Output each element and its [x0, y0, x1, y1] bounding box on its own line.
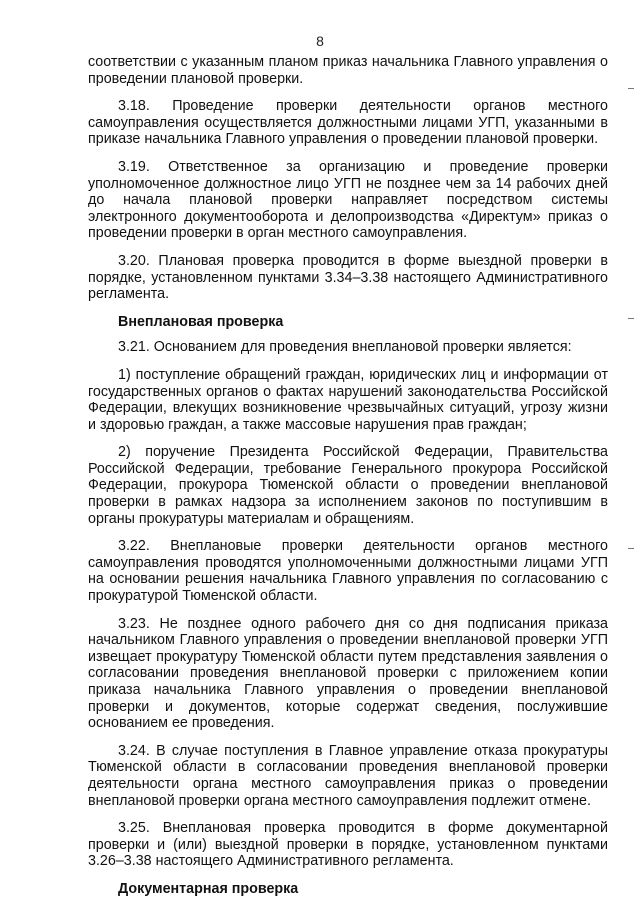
- paragraph-3-23: 3.23. Не позднее одного рабочего дня со дня подписания приказа начальником Главного управления о проведении внеплановой проверки УГП извещает прокуратуру Тюменской области путем представления заявления о согласовании проведения внеплановой проверки с приложением копии приказа начальника Главного управления о проведении внеплановой проверки и документов, которые содержат сведения, послужившие основанием ее проведения.: [88, 615, 608, 732]
- scan-mark: [628, 318, 634, 319]
- scan-mark: [628, 548, 634, 549]
- list-item-2: 2) поручение Президента Российской Федерации, Правительства Российской Федерации, требование Генерального прокурора Российской Федерации, прокурора Тюменской области о проведении внеплановой проверки в рамках надзора за исполнением законов по поступившим в органы прокуратуры материалам и обращениям.: [88, 444, 608, 527]
- list-item-1: 1) поступление обращений граждан, юридических лиц и информации от государственных органов о фактах нарушений законодательства Российской Федерации, влекущих возникновение чрезвычайных ситуаций, угрозу жизни и здоровью граждан, а также массовые нарушения прав граждан;: [88, 366, 608, 433]
- scan-mark: [628, 88, 634, 89]
- paragraph-3-18: 3.18. Проведение проверки деятельности органов местного самоуправления осуществляется должностными лицами УГП, указанными в приказе начальника Главного управления о проведении плановой проверки.: [88, 98, 608, 148]
- paragraph-3-25: 3.25. Внеплановая проверка проводится в форме документарной проверки и (или) выездной проверки в порядке, установленном пунктами 3.26–3.38 настоящего Административного регламента.: [88, 820, 608, 870]
- section-heading-unscheduled: Внеплановая проверка: [118, 313, 284, 330]
- paragraph-3-20: 3.20. Плановая проверка проводится в форме выездной проверки в порядке, установленном пунктами 3.34–3.38 настоящего Административного регламента.: [88, 252, 608, 303]
- paragraph-3-24: 3.24. В случае поступления в Главное управление отказа прокуратуры Тюменской области в согласовании проведения внеплановой проверки деятельности органа местного самоуправления приказ о проведении внеплановой проверки органа местного самоуправления подлежит отмене.: [88, 742, 608, 809]
- section-heading-documentary: Документарная проверка: [118, 880, 299, 897]
- paragraph-3-21: 3.21. Основанием для проведения внеплановой проверки является:: [118, 339, 572, 356]
- paragraph-3-22: 3.22. Внеплановые проверки деятельности органов местного самоуправления проводятся уполномоченными должностными лицами УГП на основании решения начальника Главного управления по согласованию с прокуратурой Тюменской области.: [88, 538, 608, 605]
- page-number: 8: [316, 33, 324, 49]
- paragraph-3-19: 3.19. Ответственное за организацию и проведение проверки уполномоченное должностное лицо УГП не позднее чем за 14 рабочих дней до начала плановой проверки направляет посредством системы электронного документооборота и делопроизводства «Директум» приказ о проведении проверки в орган местного самоуправления.: [88, 158, 608, 242]
- paragraph-continuation: соответствии с указанным планом приказ начальника Главного управления о проведении плановой проверки.: [88, 54, 608, 87]
- document-body: [88, 54, 608, 907]
